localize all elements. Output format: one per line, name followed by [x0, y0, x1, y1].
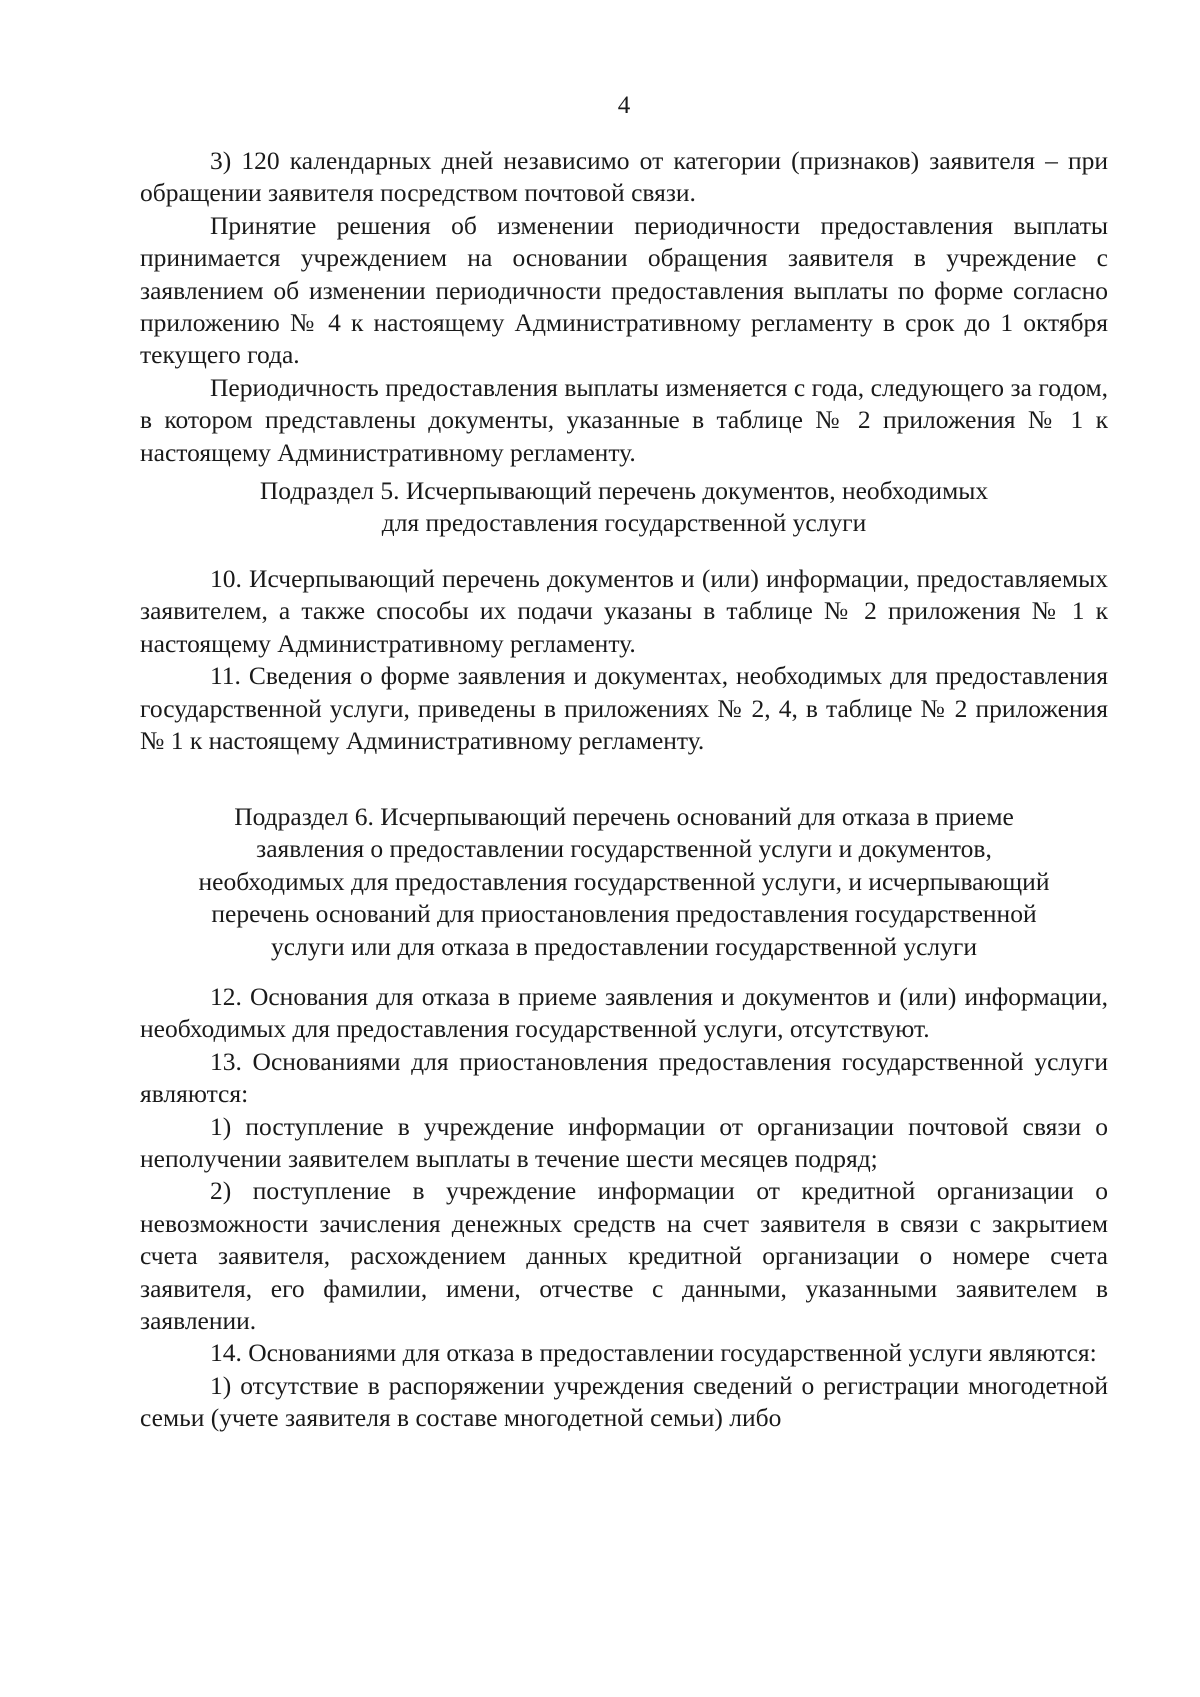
- subsection-6-heading: [140, 801, 1108, 963]
- page-number: 4: [617, 92, 631, 119]
- heading-line: для предоставления государственной услуги: [381, 508, 867, 538]
- paragraph-13-item-1: 1) поступление в учреждение информации от организации почтовой связи о неполучении заявителем выплаты в течение шести месяцев подряд;: [140, 1111, 1108, 1174]
- intro-section: [140, 145, 1108, 469]
- paragraph-periodicity-change-effect: Периодичность предоставления выплаты изменяется с года, следующего за годом, в котором представлены документы, указанные в таблице № 2 приложения № 1 к настоящему Административному регламенту.: [140, 372, 1108, 467]
- paragraph-item-3-term: 3) 120 календарных дней независимо от категории (признаков) заявителя – при обращении заявителя посредством почтовой связи.: [140, 146, 1108, 208]
- heading-line: услуги или для отказа в предоставлении государственной услуги: [271, 931, 977, 961]
- paragraph-12: 12. Основания для отказа в приеме заявления и документов и (или) информации, необходимых для предоставления государственной услуги, отсутствуют.: [140, 982, 1108, 1044]
- subsection-6-body: [140, 981, 1108, 1435]
- heading-line: Подраздел 5. Исчерпывающий перечень документов, необходимых: [259, 476, 989, 505]
- subsection-5-heading: [140, 475, 1108, 540]
- heading-line: перечень оснований для приостановления предоставления государственной: [211, 899, 1037, 929]
- heading-line: Подраздел 6. Исчерпывающий перечень оснований для отказа в приеме: [234, 802, 1014, 831]
- subsection-5-body: [140, 563, 1108, 757]
- heading-line: необходимых для предоставления государственной услуги, и исчерпывающий: [198, 866, 1050, 896]
- paragraph-periodicity-change-decision: Принятие решения об изменении периодичности предоставления выплаты принимается учреждением на основании обращения заявителя в учреждение с заявлением об изменении периодичности предоставления выплаты по форме согласно приложению № 4 к настоящему Административному регламенту в срок до 1 октября текущего года.: [140, 210, 1108, 370]
- paragraph-14: 14. Основаниями для отказа в предоставлении государственной услуги являются:: [210, 1338, 1097, 1368]
- paragraph-10: 10. Исчерпывающий перечень документов и (или) информации, предоставляемых заявителем, а также способы их подачи указаны в таблице № 2 приложения № 1 к настоящему Административному регламенту.: [140, 564, 1108, 658]
- paragraph-14-item-1: 1) отсутствие в распоряжении учреждения сведений о регистрации многодетной семьи (учете заявителя в составе многодетной семьи) либо: [140, 1370, 1108, 1433]
- heading-line: заявления о предоставлении государственной услуги и документов,: [256, 834, 992, 864]
- paragraph-11: 11. Сведения о форме заявления и документах, необходимых для предоставления государственной услуги, приведены в приложениях № 2, 4, в таблице № 2 приложения № 1 к настоящему Административному регламенту.: [140, 661, 1108, 756]
- paragraph-13: 13. Основаниями для приостановления предоставления государственной услуги являются:: [140, 1046, 1108, 1109]
- paragraph-13-item-2: 2) поступление в учреждение информации от кредитной организации о невозможности зачисления денежных средств на счет заявителя в связи с закрытием счета заявителя, расхождением данных кредитной организации о номере счета заявителя, его фамилии, имени, отчестве с данными, указанными заявителем в заявлении.: [140, 1176, 1108, 1336]
